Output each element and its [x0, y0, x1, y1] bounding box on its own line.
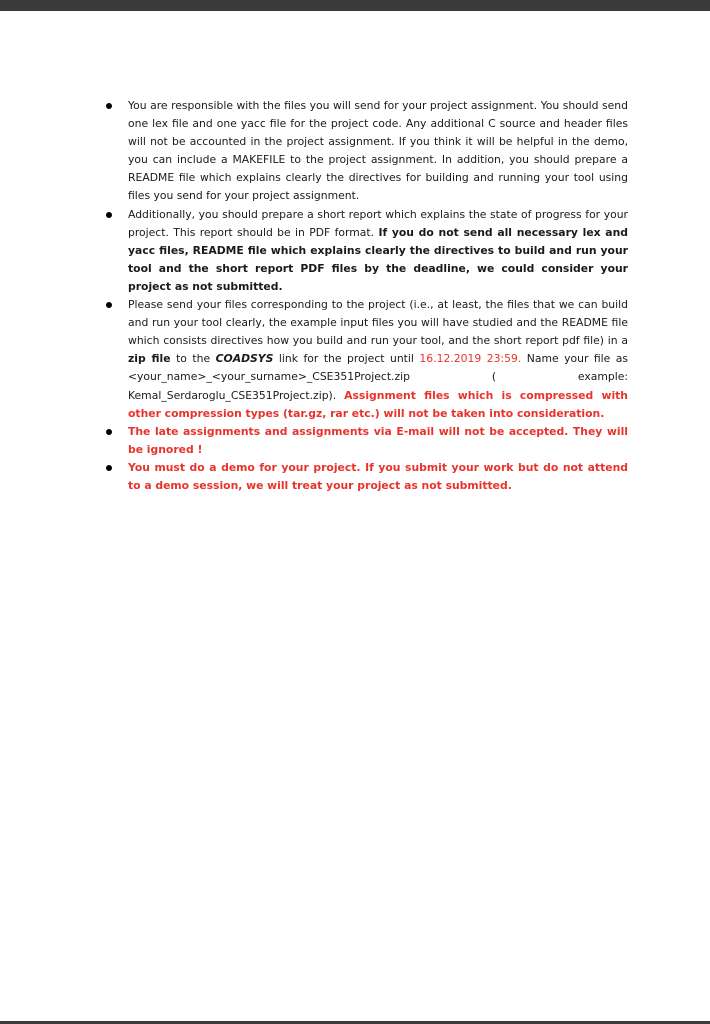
list-item: Please send your files corresponding to the project (i.e., at least, the files that we can build and run your tool clearly, the example input files you will have studied and the README file which consists directives how you build and run your tool, and the short report pdf file) in a zip file to the COADSYS link for the project until 16.12.2019 23:59. Name your file as <your_name>_<your_surname>_CSE351Project.zip ( example: Kemal_Serdaroglu_CSE351Project.zip). Assignment files which is compressed with other compression types (tar.gz, rar etc.) will not be taken into consideration. [106, 296, 628, 423]
coadsys-link-text: COADSYS [215, 352, 274, 366]
list-item: You are responsible with the files you will send for your project assignment. You should send one lex file and one yacc file for the project code. Any additional C source and header files will not be accounted in the project assignment. If you think it will be helpful in the demo, you can include a MAKEFILE to the project assignment. In addition, you should prepare a README file which explains clearly the directives for building and running your tool using files you send for your project assignment. [106, 97, 628, 206]
bullet-icon [106, 429, 112, 435]
bullet-icon [106, 103, 112, 109]
list-item: Additionally, you should prepare a short report which explains the state of progress for your project. This report should be in PDF format. If you do not send all necessary lex and yacc files, README file which explains clearly the directives to build and run your tool and the short report PDF files by the deadline, we could consider your project as not submitted. [106, 206, 628, 296]
list-item: The late assignments and assignments via E-mail will not be accepted. They will be ignored ! [106, 423, 628, 459]
bullet-icon [106, 212, 112, 218]
viewer-top-bar [0, 0, 710, 11]
document-page [0, 11, 710, 1021]
requirements-list [106, 97, 628, 495]
list-item: You must do a demo for your project. If you submit your work but do not attend to a demo session, we will treat your project as not submitted. [106, 459, 628, 495]
bullet-icon [106, 465, 112, 471]
bullet-icon [106, 302, 112, 308]
deadline-text: 16.12.2019 23:59. [419, 352, 522, 366]
